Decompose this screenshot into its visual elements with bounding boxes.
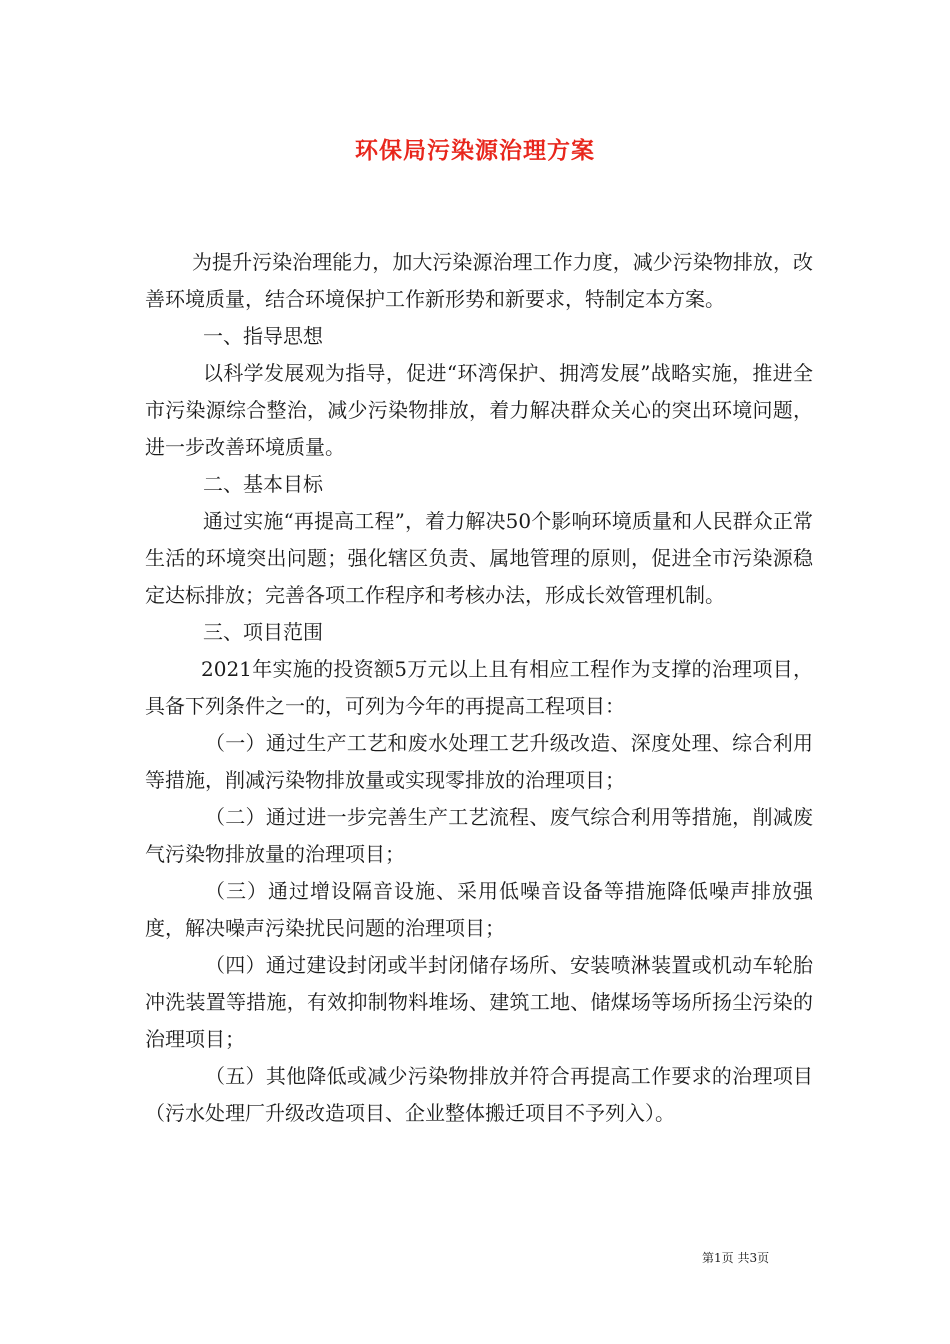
section-paragraph-guiding-ideology: 以科学发展观为指导，促进“环湾保护、拥湾发展”战略实施，推进全市污染源综合整治，减少污染物排放，着力解决群众关心的突出环境问题，进一步改善环境质量。 [145,361,813,459]
page-number: 第1页 共3页 [702,1251,770,1265]
section-heading-guiding-ideology: 一、指导思想 [203,324,323,348]
scope-list-item: （三）通过增设隔音设施、采用低噪音设备等措施降低噪声排放强度，解决噪声污染扰民问题的治理项目； [145,879,813,940]
section-paragraph-basic-goals: 通过实施“再提高工程”，着力解决50个影响环境质量和人民群众正常生活的环境突出问题；强化辖区负责、属地管理的原则，促进全市污染源稳定达标排放；完善各项工作程序和考核办法，形成长效管理机制。 [145,509,813,607]
section-heading-basic-goals: 二、基本目标 [203,472,323,496]
section-heading-project-scope: 三、项目范围 [203,620,323,644]
scope-list-item: （一）通过生产工艺和废水处理工艺升级改造、深度处理、综合利用等措施，削减污染物排放量或实现零排放的治理项目； [145,731,813,792]
intro-paragraph: 为提升污染治理能力，加大污染源治理工作力度，减少污染物排放，改善环境质量，结合环境保护工作新形势和新要求，特制定本方案。 [145,250,813,311]
document-body [145,244,813,1132]
scope-list-item: （五）其他降低或减少污染物排放并符合再提高工作要求的治理项目（污水处理厂升级改造项目、企业整体搬迁项目不予列入）。 [145,1064,813,1125]
scope-list-item: （四）通过建设封闭或半封闭储存场所、安装喷淋装置或机动车轮胎冲洗装置等措施，有效抑制物料堆场、建筑工地、储煤场等场所扬尘污染的治理项目； [145,953,813,1051]
scope-list-item: （二）通过进一步完善生产工艺流程、废气综合利用等措施，削减废气污染物排放量的治理项目； [145,805,813,866]
document-title: 环保局污染源治理方案 [355,137,595,164]
section-paragraph-project-scope: 2021年实施的投资额5万元以上且有相应工程作为支撑的治理项目，具备下列条件之一的，可列为今年的再提高工程项目： [145,657,813,718]
